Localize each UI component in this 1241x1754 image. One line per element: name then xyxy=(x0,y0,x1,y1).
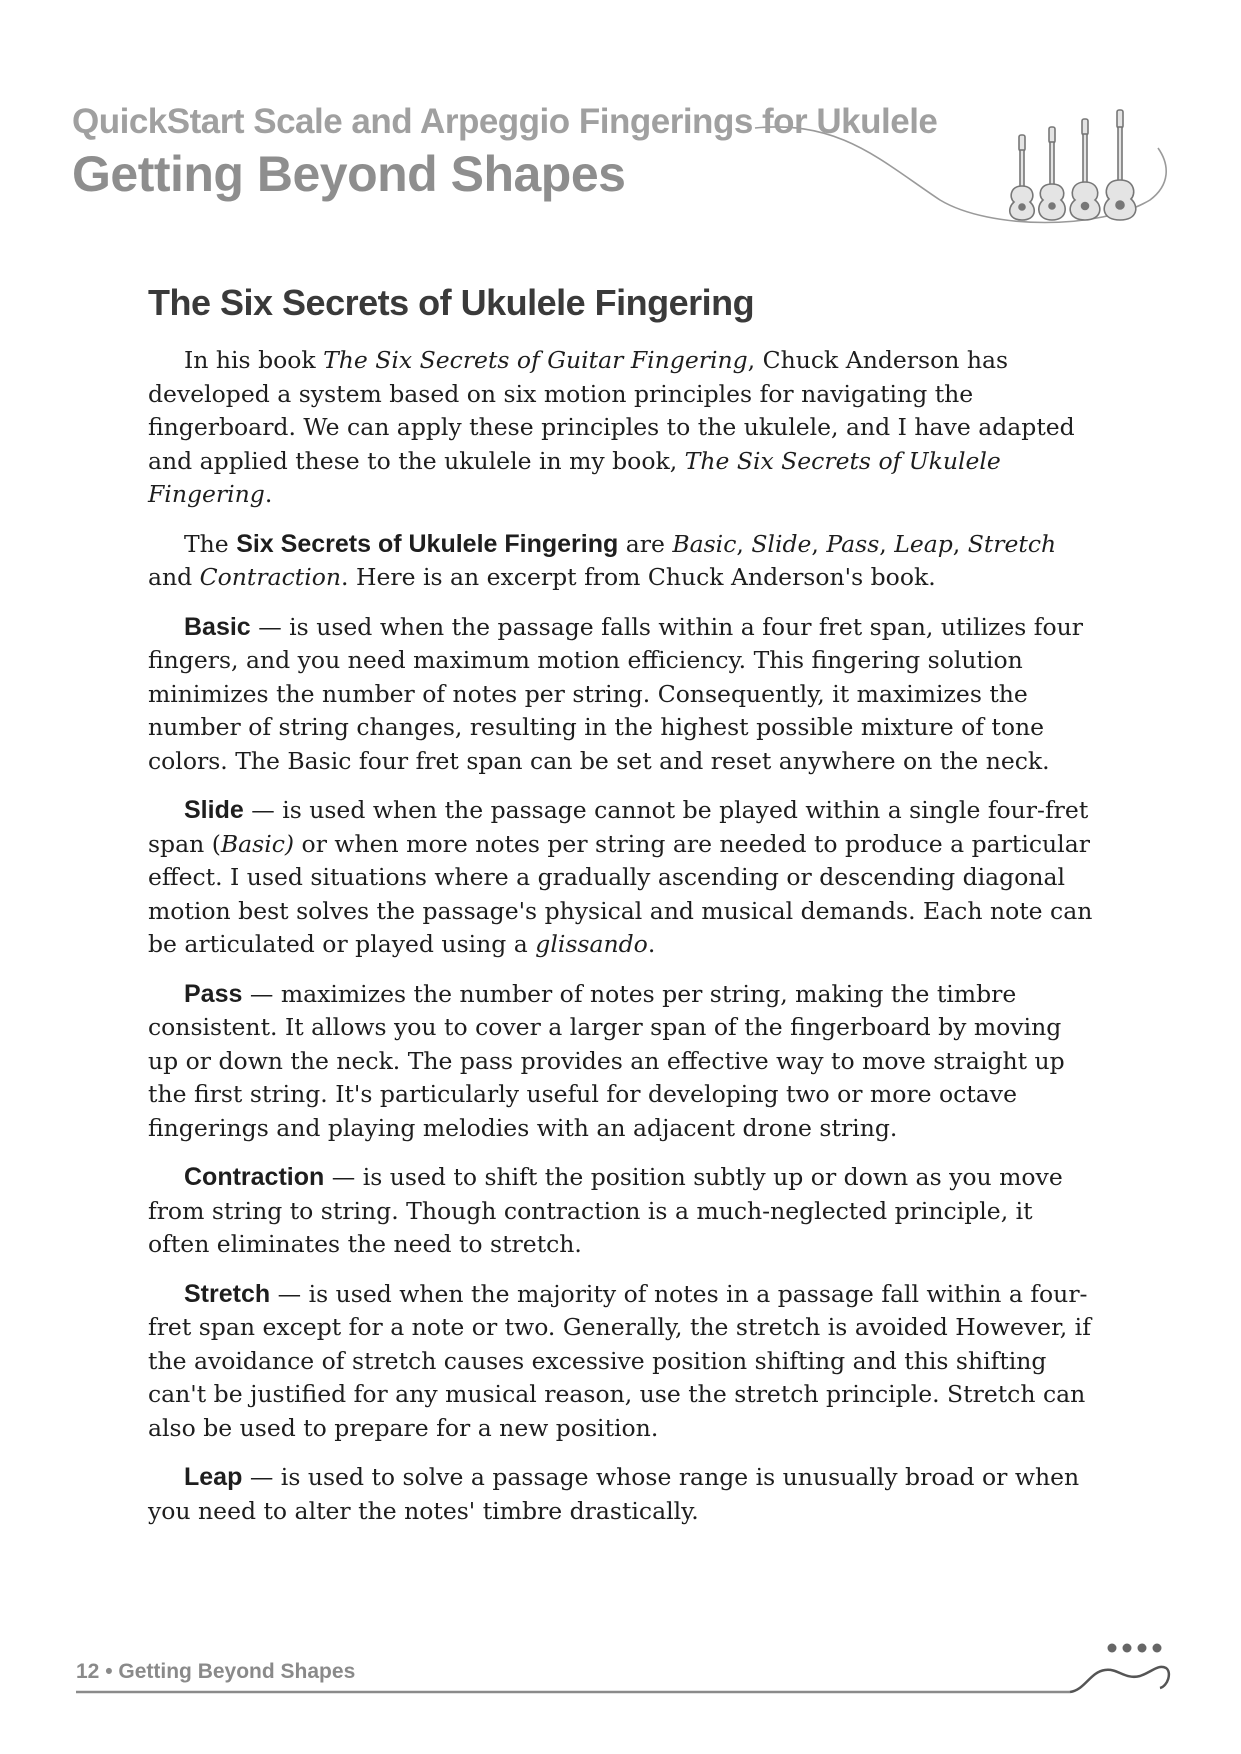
principle-contraction xyxy=(148,1161,1098,1262)
page-header xyxy=(0,0,1241,240)
book-title: Getting Beyond Shapes xyxy=(72,146,626,202)
text-run: , xyxy=(736,529,752,558)
footer-ornament xyxy=(0,1620,1241,1700)
principle-term: Slide xyxy=(184,796,244,824)
text-run: , xyxy=(952,529,968,558)
principle-description: — is used when the majority of notes in a passage fall within a four-fret span except for a note or two. Generally, the stretch is avoided However, if the avoidance of stretch causes excessive position shifting and this shifting can't be justified for any musical reason, use the stretch principle. Stretch can also be used to prepare for a new position. xyxy=(148,1279,1091,1442)
principle-term: Pass xyxy=(184,979,243,1008)
text-run: , xyxy=(811,529,827,558)
four-ukuleles-icon xyxy=(1010,110,1136,220)
principle-description: or when more notes per string are needed to produce a particular effect. I used situations where a gradually ascending or descending diagonal motion best solves the passage's physical and musical demands. Each note can be articulated or played using a xyxy=(148,829,1093,958)
text-run: and xyxy=(148,563,200,591)
principle-term: Basic xyxy=(184,612,251,641)
principle-name: Slide xyxy=(751,529,812,558)
principle-description: — is used when the passage falls within a four fret span, utilizes four fingers, and you need maximum motion efficiency. This fingering solution minimizes the number of notes per string. Consequently, it maximizes the number of string changes, resulting in the highest possible mixture of tone colors. The Basic four fret span can be set and reset anywhere on the neck. xyxy=(148,612,1084,775)
text-run: are xyxy=(618,529,673,558)
intro-paragraph-2 xyxy=(148,528,1098,595)
principle-leap xyxy=(148,1461,1098,1528)
main-content xyxy=(148,282,1098,1544)
text-run: . xyxy=(647,930,656,958)
text-run: , Chuck Anderson has developed a system based on six motion principles for navigating the fingerboard. We can apply these principles to the ukulele, and I have adapted and applied these to the ukulele in my book, xyxy=(148,346,1075,475)
ukulele-swirl-icon xyxy=(1070,1644,1169,1693)
principle-description: — is used to shift the position subtly up or down as you move from string to string. Though contraction is a much-neglected principle, it often eliminates the need to stretch. xyxy=(148,1163,1063,1258)
principle-description: — is used when the passage cannot be played within a single four-fret span ( xyxy=(148,796,1089,858)
principle-stretch xyxy=(148,1278,1098,1446)
six-secrets-term: Six Secrets of Ukulele Fingering xyxy=(236,529,619,558)
text-run: , xyxy=(879,529,895,558)
principle-description: — maximizes the number of notes per string, making the timbre consistent. It allows you to cover a larger span of the fingerboard by moving up or down the neck. The pass provides an effective way to move straight up the first string. It's particularly useful for developing two or more octave fingerings and playing melodies with an adjacent drone string. xyxy=(148,979,1065,1142)
text-run: The xyxy=(184,529,237,558)
principle-name: Basic xyxy=(672,529,737,558)
ukulele-book-title: The Six Secrets of Ukulele Fingering xyxy=(148,446,1001,508)
series-title: QuickStart Scale and Arpeggio Fingerings for Ukulele xyxy=(72,102,938,141)
text-run: . Here is an excerpt from Chuck Anderson's book. xyxy=(341,563,936,591)
text-run: In his book xyxy=(184,346,324,374)
principle-term: Stretch xyxy=(184,1279,271,1308)
italic-run: Basic) xyxy=(220,829,295,858)
text-run: . xyxy=(264,480,273,508)
principle-name: Stretch xyxy=(967,529,1057,558)
principle-name: Leap xyxy=(894,529,953,558)
principle-basic xyxy=(148,611,1098,779)
principle-term: Leap xyxy=(184,1463,243,1491)
principle-description: — is used to solve a passage whose range is unusually broad or when you need to alter the notes' timbre drastically. xyxy=(148,1463,1080,1525)
principle-pass xyxy=(148,978,1098,1146)
principle-name: Pass xyxy=(826,529,880,558)
italic-run: glissando xyxy=(535,930,648,958)
principle-name: Contraction xyxy=(199,563,342,591)
principle-slide xyxy=(148,794,1098,962)
intro-paragraph-1 xyxy=(148,344,1098,512)
page-footer-label: 12 • Getting Beyond Shapes xyxy=(76,1660,356,1683)
section-heading: The Six Secrets of Ukulele Fingering xyxy=(148,282,755,323)
guitar-book-title: The Six Secrets of Guitar Fingering xyxy=(323,346,748,374)
principle-term: Contraction xyxy=(184,1163,325,1191)
